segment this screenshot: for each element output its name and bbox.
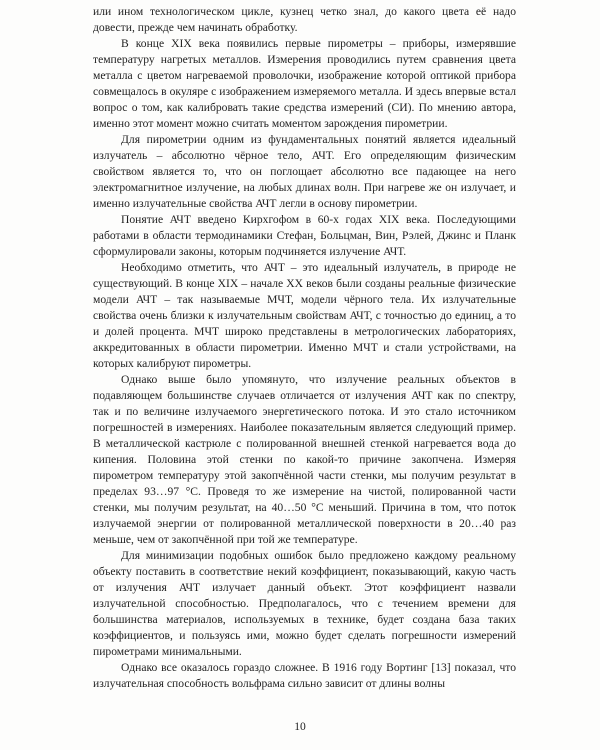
- paragraph-kirchhoff: Понятие АЧТ введено Кирхгофом в 60-х годах XIX века. Последующими работами в области термодинамики Стефан, Больцман, Вин, Рэлей, Джинс и Планк сформулировали законы, которым подчиняется излучение АЧТ.: [93, 213, 516, 258]
- paragraph-continuation: или ином технологическом цикле, кузнец четко знал, до какого цвета её надо довести, прежде чем начинать обработку.: [93, 5, 516, 34]
- body-text: [93, 4, 516, 692]
- paragraph-black-body-definition: Для пирометрии одним из фундаментальных понятий является идеальный излучатель – абсолютно чёрное тело, АЧТ. Его определяющим физическим свойством является то, что он поглощает абсолютно все падающее на него электромагнитное излучение, на любых длинах волн. При нагреве же он излучает, и именно излучательные свойства АЧТ легли в основу пирометрии.: [93, 133, 516, 210]
- paragraph-measurement-errors: Однако выше было упомянуто, что излучение реальных объектов в подавляющем большинстве случаев отличается от излучения АЧТ как по спектру, так и по величине излучаемого энергетического потока. И это стало источником погрешностей в измерениях. Наиболее показательным является следующий пример. В металлической кастрюле с полированной внешней стенкой нагревается вода до кипения. Половина этой стенки по какой-то причине закопчена. Измеряя пирометром температуру этой закопчённой части стенки, мы получим результат в пределах 93…97 °С. Проведя то же измерение на чистой, полированной части стенки, мы получим результат, на 40…50 °С меньший. Причина в том, что поток излучаемой энергии от полированной металлической поверхности в 20…40 раз меньше, чем от закопчённой при той же температуре.: [93, 373, 516, 546]
- paragraph-emissivity: Для минимизации подобных ошибок было предложено каждому реальному объекту поставить в соответствие некий коэффициент, показывающий, какую часть от излучения АЧТ излучает данный объект. Этот коэффициент назвали излучательной способностью. Предполагалось, что с течением времени для большинства материалов, используемых в технике, будет создана база таких коэффициентов, и пользуясь ими, можно будет сделать погрешности измерений пирометрами минимальными.: [93, 549, 516, 658]
- page-number: 10: [294, 720, 306, 733]
- paragraph-black-body-models: Необходимо отметить, что АЧТ – это идеальный излучатель, в природе не существующий. В конце XIX – начале XX веков были созданы реальные физические модели АЧТ – так называемые МЧТ, модели чёрного тела. Их излучательные свойства очень близки к излучательным свойствам АЧТ, с точностью до единиц, а то и долей процента. МЧТ широко представлены в метрологических лабораториях, аккредитованных в области пирометрии. Именно МЧТ и стали устройствами, на которых калибруют пирометры.: [93, 261, 516, 370]
- paragraph-pyrometers-history: В конце XIX века появились первые пирометры – приборы, измерявшие температуру нагретых металлов. Измерения проводились путем сравнения цвета металла с цветом нагреваемой проволочки, изображение которой оптикой прибора совмещалось в окуляре с изображением измеряемого металла. И здесь впервые встал вопрос о том, как калибровать такие средства измерений (СИ). По мнению автора, именно этот момент можно считать моментом зарождения пирометрии.: [93, 37, 516, 130]
- paragraph-worthing: Однако все оказалось гораздо сложнее. В 1916 году Вортинг [13] показал, что излучательная способность вольфрама сильно зависит от длины волны: [93, 661, 516, 690]
